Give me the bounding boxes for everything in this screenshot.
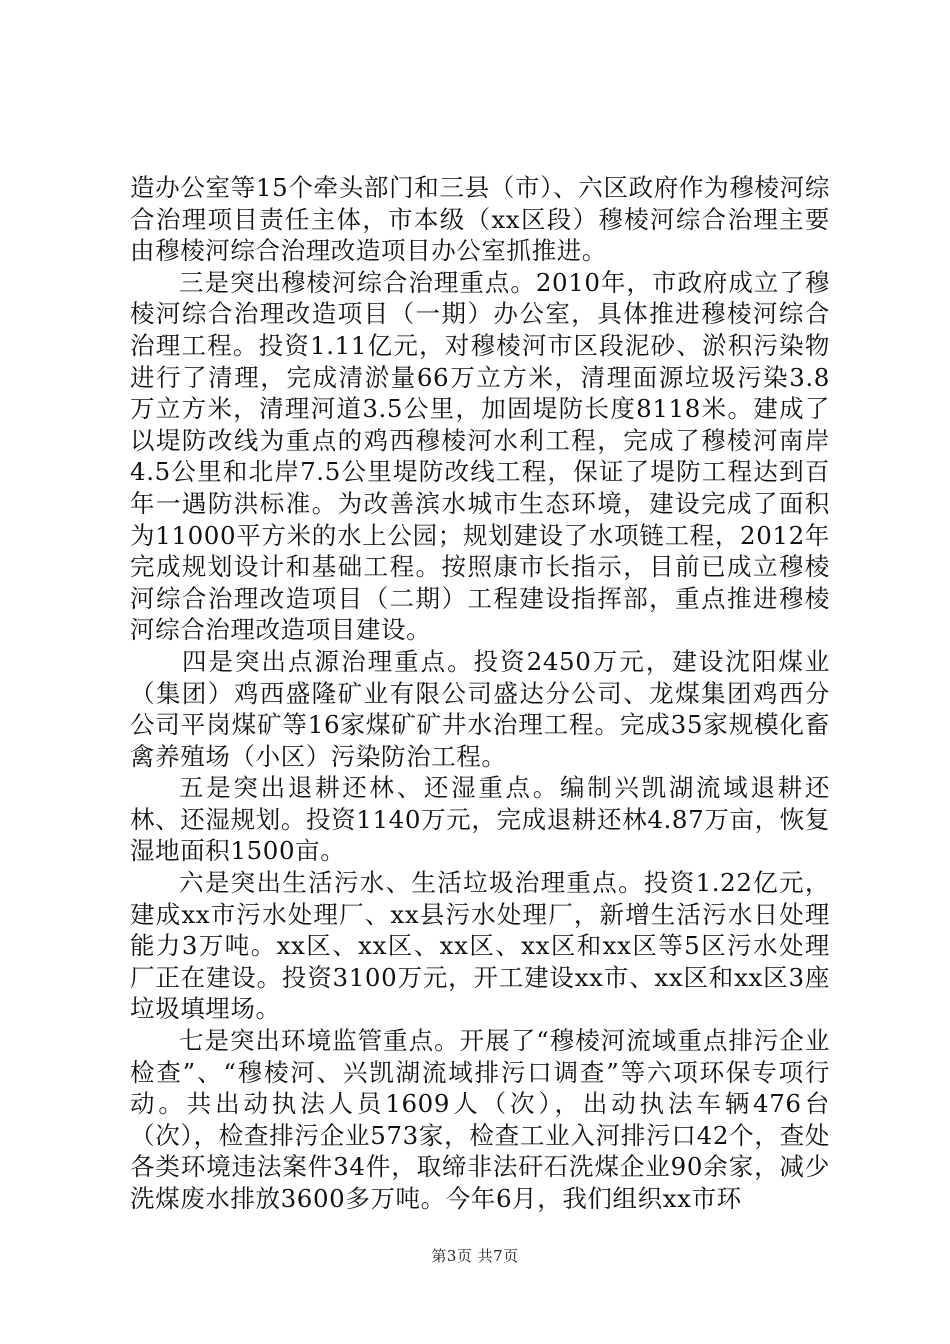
page-footer: 第3页 共7页 <box>431 1247 519 1265</box>
paragraph-mulinghe-governance: 三是突出穆棱河综合治理重点。2010年，市政府成立了穆棱河综合治理改造项目（一期）办公室，具体推进穆棱河综合治理工程。投资1.11亿元，对穆棱河市区段泥砂、淤积污染物进行了清理，完成清淤量66万立方米，清理面源垃圾污染3.8万立方米，清理河道3.5公里，加固堤防长度8118米。建成了以堤防改线为重点的鸡西穆棱河水利工程，完成了穆棱河南岸4.5公里和北岸7.5公里堤防改线工程，保证了堤防工程达到百年一遇防洪标准。为改善滨水城市生态环境，建设完成了面积为11000平方米的水上公园；规划建设了水项链工程，2012年完成规划设计和基础工程。按照康市长指示，目前已成立穆棱河综合治理改造项目（二期）工程建设指挥部，重点推进穆棱河综合治理改造项目建设。 <box>130 267 830 645</box>
paragraph-environment-supervision: 七是突出环境监管重点。开展了“穆棱河流域重点排污企业检查”、“穆棱河、兴凯湖流域排污口调查”等六项环保专项行动。共出动执法人员1609人（次），出动执法车辆476台（次），检查排污企业573家，检查工业入河排污口42个，查处各类环境违法案件34件，取缔非法矸石洗煤企业90余家，减少洗煤废水排放3600多万吨。今年6月，我们组织xx市环 <box>130 1026 830 1213</box>
paragraph-point-source: 四是突出点源治理重点。投资2450万元，建设沈阳煤业（集团）鸡西盛隆矿业有限公司盛达分公司、龙煤集团鸡西分公司平岗煤矿等16家煤矿矿井水治理工程。完成35家规模化畜禽养殖场（小区）污染防治工程。 <box>130 646 830 771</box>
paragraph-sewage-garbage: 六是突出生活污水、生活垃圾治理重点。投资1.22亿元，建成xx市污水处理厂、xx县污水处理厂，新增生活污水日处理能力3万吨。xx区、xx区、xx区、xx区和xx区等5区污水处理厂正在建设。投资3100万元，开工建设xx市、xx区和xx区3座垃圾填埋场。 <box>130 868 830 1024</box>
paragraph-continuation: 造办公室等15个牵头部门和三县（市）、六区政府作为穆棱河综合治理项目责任主体，市本级（xx区段）穆棱河综合治理主要由穆棱河综合治理改造项目办公室抓推进。 <box>130 173 830 266</box>
document-body <box>130 172 830 1215</box>
paragraph-reforestation: 五是突出退耕还林、还湿重点。编制兴凯湖流域退耕还林、还湿规划。投资1140万元，完成退耕还林4.87万亩，恢复湿地面积1500亩。 <box>130 773 830 866</box>
